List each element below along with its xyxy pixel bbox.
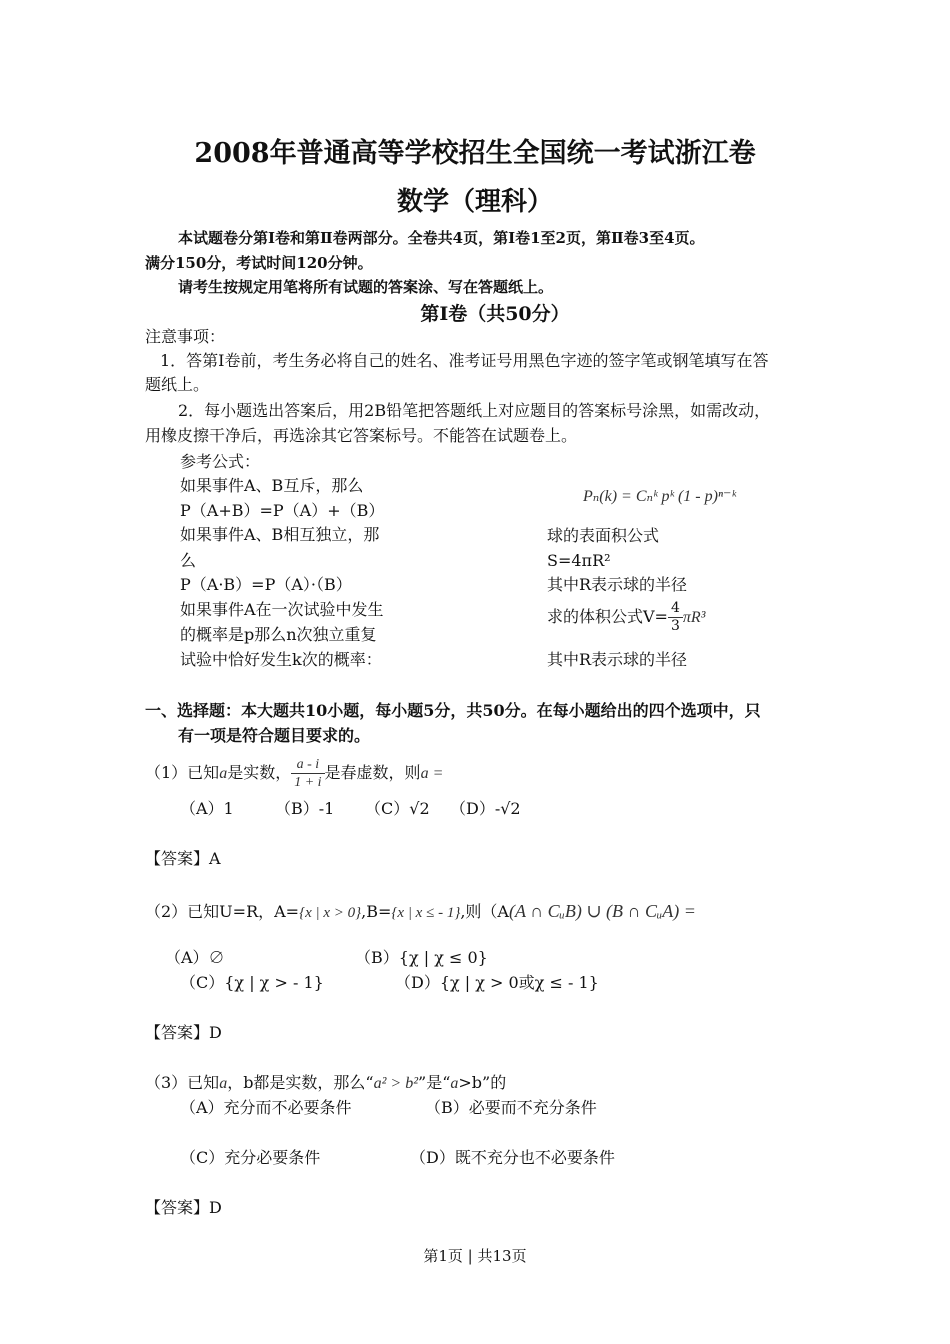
- q2-expr: (A ∩ CᵤB) ∪ (B ∩ CᵤA) =: [508, 901, 696, 921]
- note-2-line-a: 2．每小题选出答案后，用2B铅笔把答题纸上对应题目的答案标号涂黑，如需改动，: [178, 401, 771, 420]
- q1-option-c: （C）√2: [365, 799, 430, 818]
- question-3-stem: [145, 1072, 506, 1095]
- sphere-area-formula: S=4πR²: [547, 551, 611, 570]
- q3-stem-g: >b”的: [458, 1073, 507, 1092]
- q1-stem-b: 是实数，: [227, 763, 292, 782]
- formula-left-1: 如果事件A、B互斥，那么: [180, 476, 364, 495]
- part1-heading-a: 一、选择题：本大题共10小题，每小题5分，共50分。在每小题给出的四个选项中，只: [145, 701, 761, 720]
- formula-left-5: P（A·B）=P（A）·（B）: [180, 575, 352, 594]
- formula-left-7: 的概率是p那么n次独立重复: [180, 625, 377, 644]
- sphere-volume-fraction: [668, 600, 683, 635]
- question-2-stem: [145, 900, 696, 924]
- part1-heading-b: 有一项是符合题目要求的。: [178, 726, 371, 745]
- q1-fraction-den: 1 + i: [294, 775, 322, 790]
- page-footer: 第1页 | 共13页: [423, 1247, 527, 1265]
- q1-stem-c: 是春虚数，则: [324, 763, 421, 782]
- note-2-line-b: 用橡皮擦干净后，再选涂其它答案标号。不能答在试题卷上。: [145, 426, 578, 445]
- q3-stem-a: （3）已知: [145, 1073, 220, 1092]
- q2-option-c: （C）{χ | χ > - 1}: [180, 973, 324, 992]
- section-heading: 第Ⅰ卷（共50分）: [420, 303, 570, 325]
- q1-option-a: （A）1: [180, 799, 234, 818]
- q1-var-a: a: [219, 765, 228, 782]
- note-1-line-a: 1．答第Ⅰ卷前，考生务必将自己的姓名、准考证号用黑色字迹的签字笔或钢笔填写在答: [160, 351, 769, 370]
- binomial-formula: Pₙ(k) = Cₙᵏ pᵏ (1 - p)ⁿ⁻ᵏ: [583, 488, 736, 505]
- formula-left-3: 如果事件A、B相互独立，那: [180, 525, 380, 544]
- formula-left-8: 试验中恰好发生k次的概率：: [180, 650, 382, 669]
- q3-option-c: （C）充分必要条件: [180, 1148, 321, 1167]
- sphere-volume-label: 求的体积公式V=: [547, 607, 668, 626]
- q3-option-d: （D）既不充分也不必要条件: [410, 1148, 615, 1167]
- intro-line-3: 请考生按规定用笔将所有试题的答案涂、写在答题纸上。: [178, 278, 554, 296]
- q2-option-d: （D）{χ | χ > 0或χ ≤ - 1}: [395, 973, 599, 992]
- notes-label: 注意事项：: [145, 327, 226, 346]
- note-1-line-b: 题纸上。: [145, 375, 210, 394]
- q3-stem-b: a: [219, 1075, 228, 1092]
- q2-stem-c: ,则（A: [460, 902, 509, 921]
- q2-answer: 【答案】D: [145, 1023, 222, 1042]
- page-subtitle: 数学（理科）: [396, 187, 553, 217]
- formulas-label: 参考公式：: [180, 452, 261, 471]
- formula-left-2: P（A+B）=P（A）+（B）: [180, 501, 385, 520]
- q3-option-a: （A）充分而不必要条件: [180, 1098, 352, 1117]
- q2-option-b: （B）{χ | χ ≤ 0}: [355, 948, 488, 967]
- q1-option-b: （B）-1: [275, 799, 335, 818]
- q1-stem-a: （1）已知: [145, 763, 220, 782]
- q1-answer: 【答案】A: [145, 849, 221, 868]
- q3-stem-c: ，b都是实数，那么“: [227, 1073, 374, 1092]
- q3-stem-e: ”是“: [418, 1073, 451, 1092]
- q1-option-d: （D）-√2: [450, 799, 521, 818]
- q2-stem-a: （2）已知U=R，A=: [145, 902, 300, 921]
- q3-stem-d: a² > b²: [373, 1075, 419, 1092]
- q3-answer: 【答案】D: [145, 1198, 222, 1217]
- q2-set-a: {x | x > 0}: [299, 905, 362, 921]
- q3-option-b: （B）必要而不充分条件: [425, 1098, 597, 1117]
- page-title: 2008年普通高等学校招生全国统一考试浙江卷: [194, 138, 756, 169]
- question-1-stem: [145, 756, 443, 791]
- q1-stem-d: a =: [420, 765, 444, 782]
- q1-fraction: [291, 756, 324, 791]
- radius-note-1: 其中R表示球的半径: [547, 575, 688, 594]
- fraction-numerator: 4: [668, 600, 683, 618]
- formula-left-4: 么: [180, 551, 197, 570]
- q3-stem-f: a: [450, 1075, 459, 1092]
- intro-line-1: 本试题卷分第Ⅰ卷和第Ⅱ卷两部分。全卷共4页，第Ⅰ卷1至2页，第Ⅱ卷3至4页。: [178, 229, 705, 247]
- radius-note-2: 其中R表示球的半径: [547, 650, 688, 669]
- q1-fraction-num: a - i: [291, 756, 324, 774]
- fraction-denominator: 3: [670, 618, 680, 634]
- formula-left-6: 如果事件A在一次试验中发生: [180, 600, 384, 619]
- sphere-volume-formula: [547, 600, 705, 635]
- sphere-area-label: 球的表面积公式: [547, 526, 660, 545]
- sphere-volume-rest: πR³: [682, 609, 706, 626]
- q2-set-b: {x | x ≤ - 1}: [391, 905, 461, 921]
- q2-option-a: （A）∅: [165, 948, 225, 967]
- q2-stem-b: ,B=: [361, 902, 392, 921]
- intro-line-2: 满分150分，考试时间120分钟。: [145, 254, 373, 272]
